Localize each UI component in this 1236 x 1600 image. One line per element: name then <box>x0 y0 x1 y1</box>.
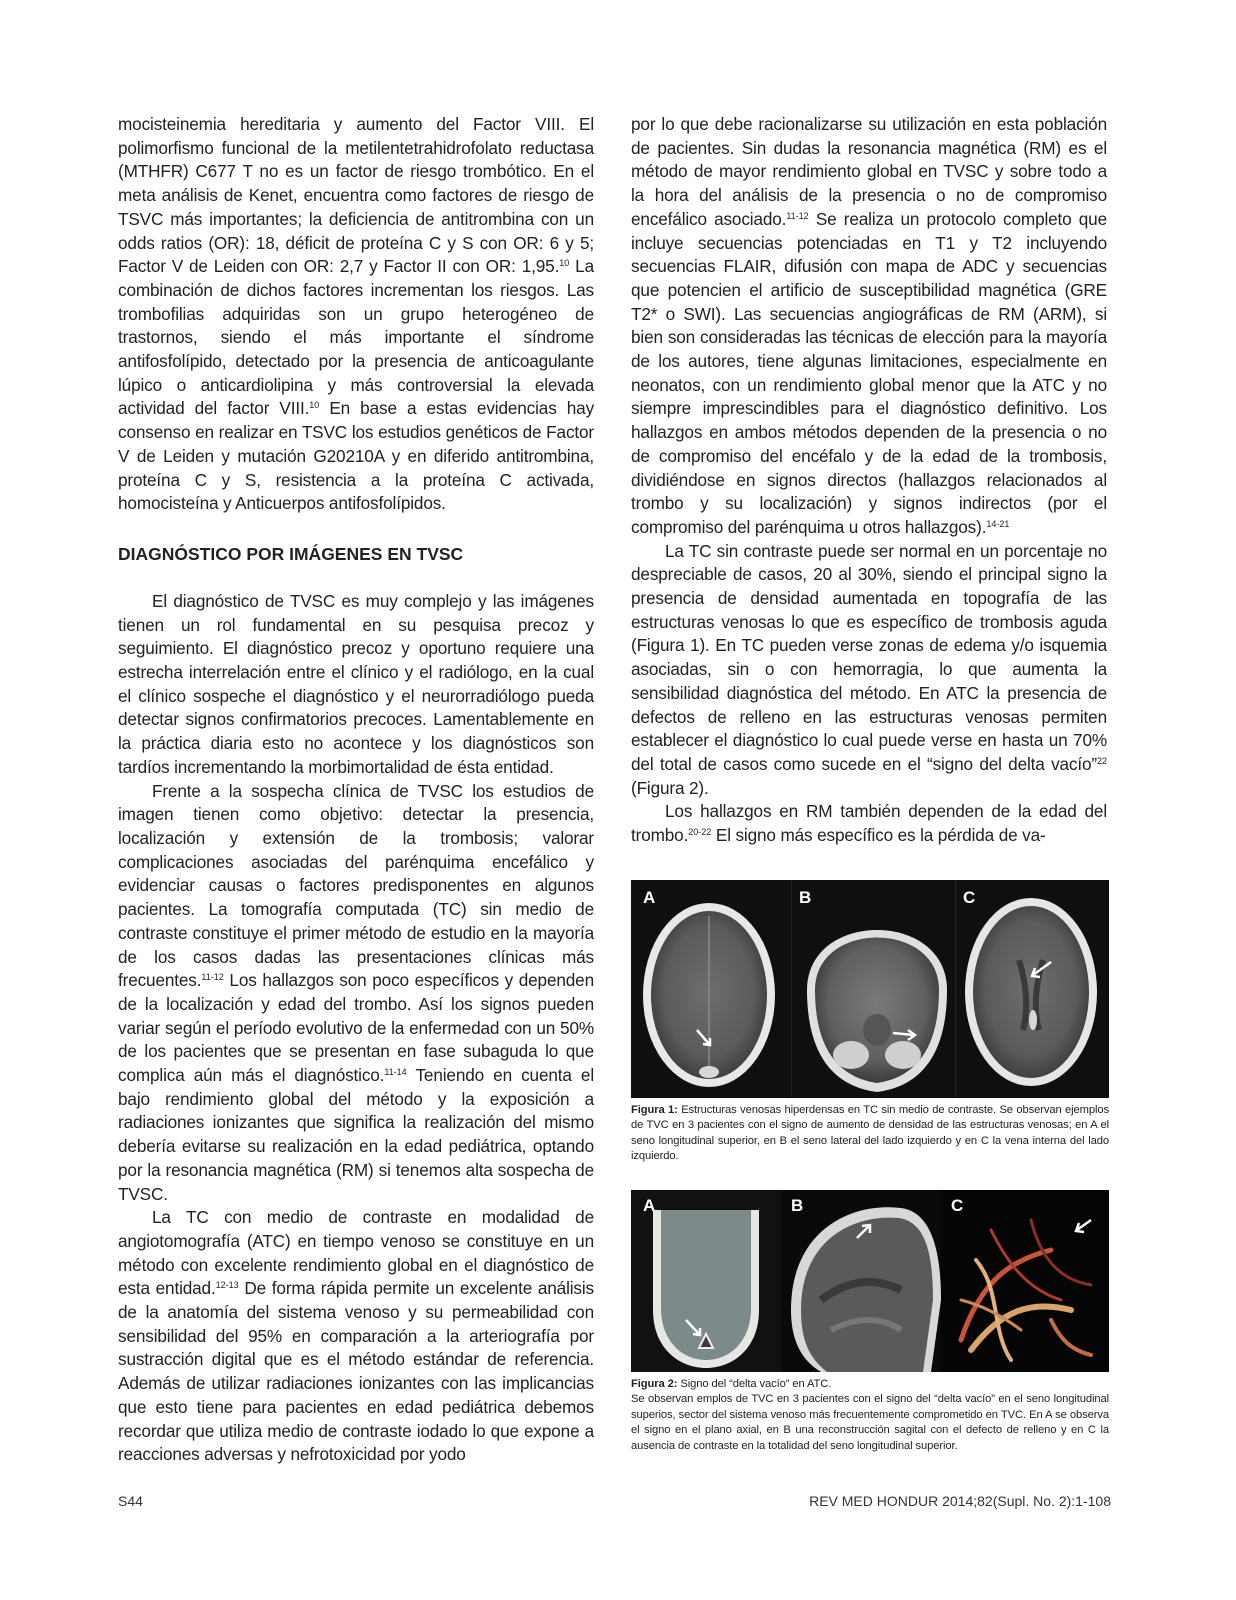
paragraph-imaging-intro: El diagnóstico de TVSC es muy complejo y las imágenes tienen un rol fundamental en su pesquisa precoz y seguimiento. El diagnóstico precoz y oportuno requiere una estrecha interrelación entre el clínico y el radiólogo, en la cual el clínico sospeche el diagnóstico y el neurorradiólogo pueda detectar signos confirmatorios precoces. Lamentablemente en la práctica diaria esto no acontece y los diagnósticos son tardíos incrementando la morbimortalidad de ésta entidad. <box>118 590 594 777</box>
paragraph-ct-objectives: Frente a la sospecha clínica de TVSC los estudios de imagen tienen como objetivo: detectar la presencia, localización y extensión de la trombosis; valorar complicaciones asociadas del parénquima encefálico y evidenciar causas o factores predisponentes en algunos pacientes. La tomografía computada (TC) sin medio de contraste constituye el primer método de estudio en la mayoría de los casos dadas las presentaciones clínicas más frecuentes.$^{11-12}$ Los hallazgos son poco específicos y dependen de la localización y edad del trombo. Así los signos pueden variar según el período evolutivo de la enfermedad con un 50% de los pacientes que se presentan en fase subaguda lo que complica aún más el diagnóstico.$^{11-14}$ Teniendo en cuenta el bajo rendimiento global del método y la exposición a radiaciones ionizantes que significa la realización del mismo debería evitarse su realización en la edad pediátrica, optando por la resonancia magnética (RM) si tenemos alta sospecha de TVSC. <box>118 780 594 1204</box>
reference-marker: 22 <box>1096 755 1107 766</box>
panel-label-b: B <box>799 888 812 907</box>
figure-1-image <box>631 880 1109 1098</box>
journal-citation: REV MED HONDUR 2014;82(Supl. No. 2):1-108 <box>809 1493 1111 1509</box>
reference-marker: 11-14 <box>384 1067 407 1078</box>
panel-label-a: A <box>643 888 656 907</box>
right-column <box>631 113 1107 848</box>
figure-2-image <box>631 1190 1109 1372</box>
brain-c <box>973 906 1089 1078</box>
section-heading: DIAGNÓSTICO POR IMÁGENES EN TVSC <box>118 543 464 564</box>
reference-marker: 12-13 <box>215 1280 239 1291</box>
panel-label-b: B <box>791 1196 804 1215</box>
reference-marker: 11-12 <box>786 210 809 221</box>
figure-1-ct-scans <box>631 880 1109 1098</box>
reference-marker: 11-12 <box>201 972 224 983</box>
caption-description: Se observan emplos de TVC en 3 pacientes con el signo del “delta vacío” en el seno longitudinal superios, sector del sistema venoso más frecuentemente comprometido en TVC. En A se observa el signo en el plano axial, en B una reconstrucción sagital con el defecto de relleno y en C la ausencia de contraste en la totalidad del seno longitudinal superior. <box>631 1393 1109 1452</box>
caption-label: Figura 2: <box>631 1378 678 1390</box>
left-column <box>118 113 594 1467</box>
panel-label-c: C <box>963 888 976 907</box>
paragraph-mri-findings: Los hallazgos en RM también dependen de la edad del trombo.$^{20-22}$ El signo más específico es la pérdida de va- <box>631 801 1107 846</box>
panel-label-c: C <box>951 1196 964 1215</box>
paragraph-ct-angiography: La TC con medio de contraste en modalidad de angiotomografía (ATC) en tiempo venoso se constituye en un método con excelente rendimiento global en el diagnóstico de esta entidad.$^{12-13}$ De forma rápida permite un excelente análisis de la anatomía del sistema venoso y su permeabilidad con sensibilidad del 95% en comparación a la arteriografía por sustracción digital que es el método estándar de referencia. Además de utilizar radiaciones ionizantes con las implicancias que esto tiene para pacientes en edad pediátrica debemos recordar que utiliza medio de contraste iodado lo que expone a reacciones adversas y nefrotoxicidad por yodo <box>118 1207 594 1465</box>
paragraph-ct-findings: La TC sin contraste puede ser normal en un porcentaje no despreciable de casos, 20 al 30%, siendo el principal signo la presencia de densidad aumentada en topografía de las estructuras venosas lo que es específico de trombosis aguda (Figura 1). En TC pueden verse zonas de edema y/o isquemia asociadas, sin o con hemorragia, lo que aumenta la sensibilidad diagnóstica del método. En ATC la presencia de defectos de relleno en las estructuras venosas permiten establecer el diagnóstico lo cual puede verse en hasta un 70% del total de casos como sucede en el “signo del delta vacío”$^{22}$ (Figura 2). <box>631 540 1107 798</box>
reference-marker: 14-21 <box>986 518 1010 529</box>
figure-2-caption: Figura 2: Signo del “delta vacío” en ATC. Se observan emplos de TVC en 3 pacientes con el signo del “delta vacío” en el seno longitudinal superios, sector del sistema venoso más frecuentemente comprometido en TVC. En A se observa el signo en el plano axial, en B una reconstrucción sagital con el defecto de relleno y en C la ausencia de contraste en la totalidad del seno longitudinal superior. <box>631 1377 1109 1454</box>
figure-2-angiography <box>631 1190 1109 1372</box>
caption-label: Figura 1: <box>631 1104 678 1116</box>
panel-label-a: A <box>643 1196 656 1215</box>
reference-marker: 10 <box>309 400 320 411</box>
figure-1-caption: Figura 1: Estructuras venosas hiperdensas en TC sin medio de contraste. Se observan ejemplos de TVC en 3 pacientes con el signo de aumento de densidad de las estructuras venosas; en A el seno longitudinal superior, en B el seno lateral del lado izquierdo y en C la vena interna del lado izquierdo. <box>631 1104 1109 1163</box>
paragraph-mri: por lo que debe racionalizarse su utilización en esta población de pacientes. Sin dudas la resonancia magnética (RM) es el método de mayor rendimiento global en TVSC y sobre todo a la hora del análisis de la presencia o no de compromiso encefálico asociado.$^{11-12}$ Se realiza un protocolo completo que incluye secuencias potenciadas en T1 y T2 incluyendo secuencias FLAIR, difusión con mapa de ADC y secuencias que potencien el artificio de susceptibilidad magnética (GRE T2* o SWI). Las secuencias angiográficas de RM (ARM), si bien son consideradas las técnicas de elección para la mayoría de los autores, tiene algunas limitaciones, especialmente en neonatos, con un rendimiento global menor que la ATC y no siempre imprescindibles para el diagnóstico definitivo. Los hallazgos en ambos métodos dependen de la presencia o no de compromiso del encéfalo y de la edad de la trombosis, dividiéndose en signos directos (hallazgos relacionados al trombo y su localización) y signos indirectos (por el compromiso del parénquima u otros hallazgos).$^{14-21}$ <box>631 114 1108 537</box>
reference-marker: 20-22 <box>688 827 712 838</box>
page-number: S44 <box>118 1493 143 1509</box>
reference-marker: 10 <box>559 258 570 269</box>
paragraph-thrombophilia: mocisteinemia hereditaria y aumento del Factor VIII. El polimorfismo funcional de la metilentetrahidrofolato reductasa (MTHFR) C677 T no es un factor de riesgo trombótico. En el meta análisis de Kenet, encuentra como factores de riesgo de TSVC más importantes; la deficiencia de antitrombina con un odds ratios (OR): 18, déficit de proteína C y S con OR: 6 y 5; Factor V de Leiden con OR: 2,7 y Factor II con OR: 1,95.10 La combinación de dichos factores incrementan los riesgos. Las trombofilias adquiridas son un grupo heterogéneo de trastornos, siendo el más importante el síndrome antifosfolípido, detectado por la presencia de anticoagulante lúpico o anticardiolipina y más controversial la elevada actividad del factor VIII.$^{10}$ En base a estas evidencias hay consenso en realizar en TSVC los estudios genéticos de Factor V de Leiden y mutación G20210A y en diferido antitrombina, proteína C y S, resistencia a la proteína C activada, homocisteína y Anticuerpos antifosfolípidos. <box>118 114 595 514</box>
